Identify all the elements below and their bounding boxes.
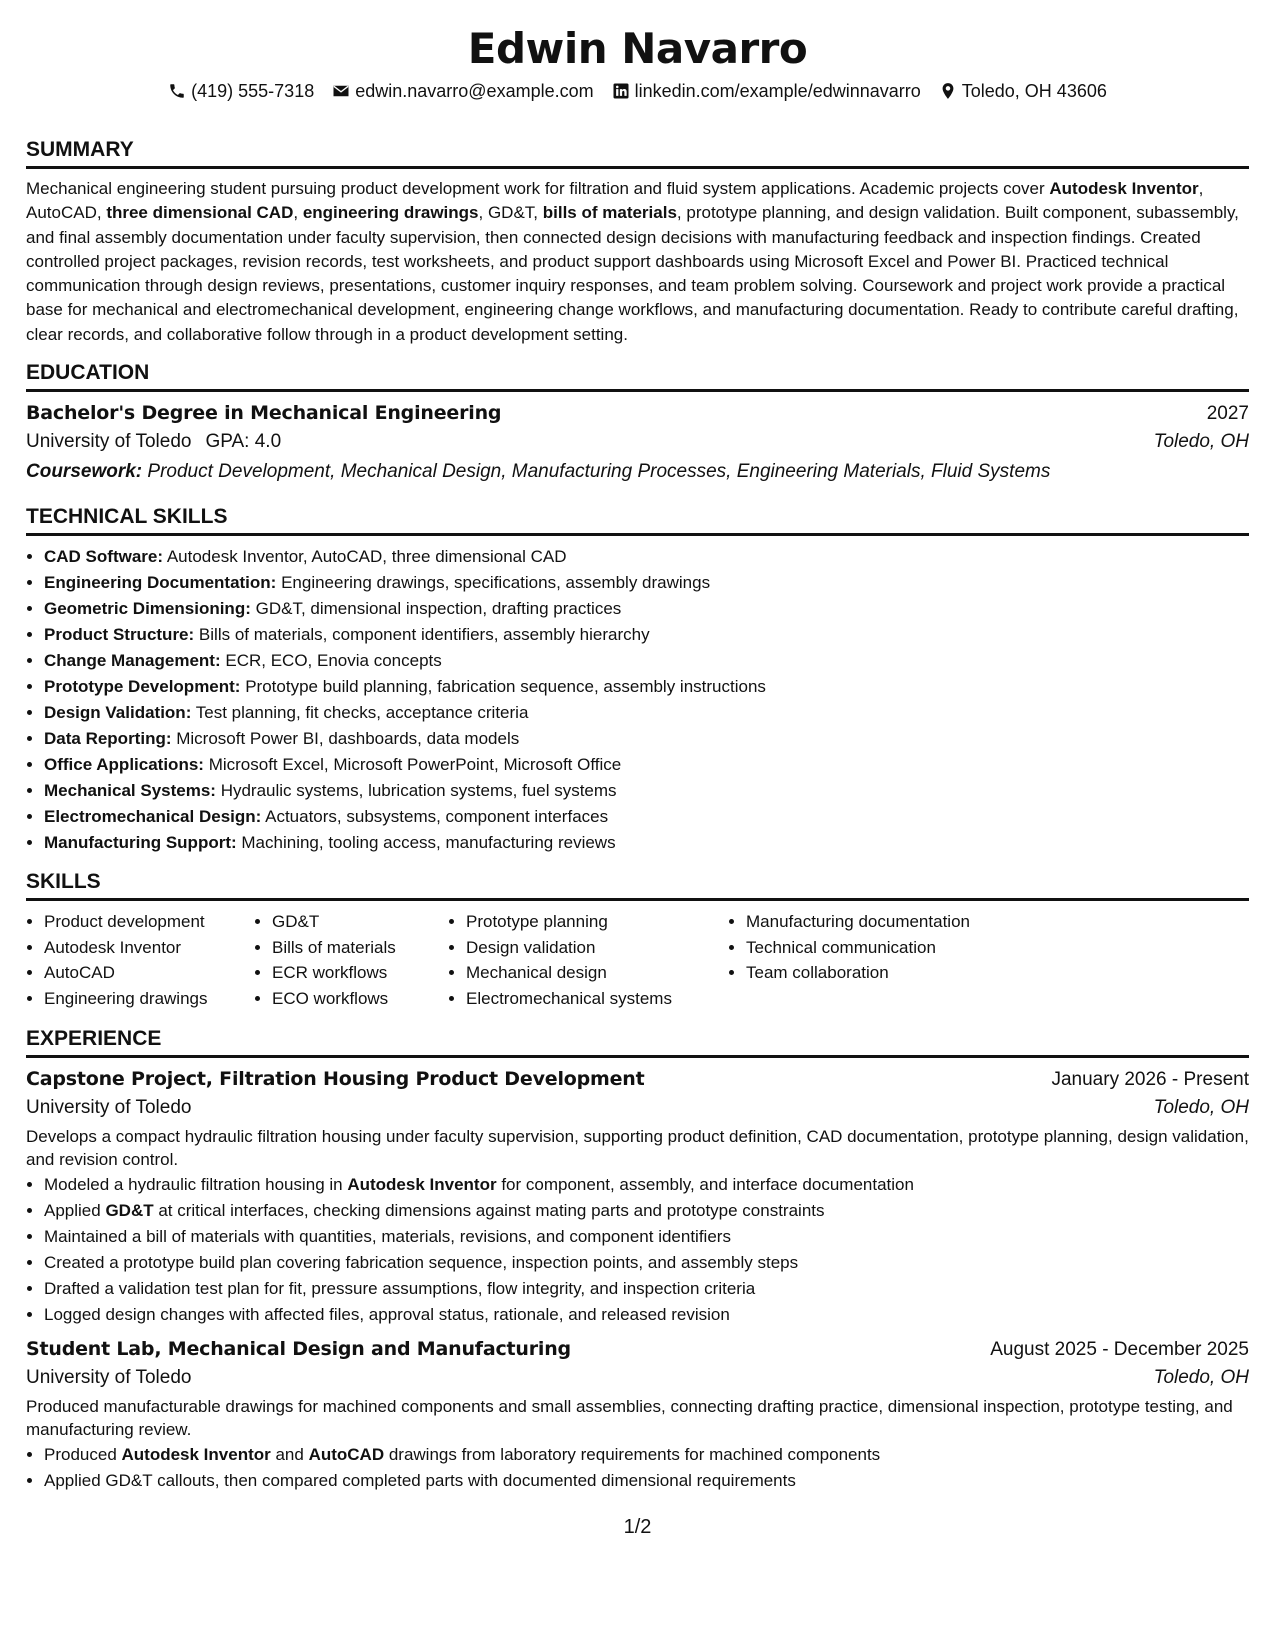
skill-item: • ECO workflows xyxy=(272,986,448,1012)
skill-category-label: Mechanical Systems: xyxy=(44,781,216,801)
experience-section xyxy=(26,1026,1249,1494)
experience-bullet xyxy=(44,1172,1249,1198)
text-segment: Produced xyxy=(44,1444,122,1464)
contact-email xyxy=(332,79,593,103)
skill-category-label: Data Reporting: xyxy=(44,729,172,749)
skill-item: • Electromechanical systems xyxy=(466,986,728,1012)
coursework-label: Coursework: xyxy=(26,461,143,483)
skill-item: • Design validation xyxy=(466,935,728,961)
experience-bullet xyxy=(44,1250,1249,1276)
skill-category-label: CAD Software: xyxy=(44,547,164,567)
skill-category-values: Microsoft Excel, Microsoft PowerPoint, Microsoft Office xyxy=(208,755,622,775)
skill-item: • Autodesk Inventor xyxy=(44,935,254,961)
experience-bullet xyxy=(44,1442,1249,1468)
text-segment: , xyxy=(293,203,303,223)
contact-linkedin xyxy=(612,79,921,103)
map-pin-icon xyxy=(939,82,957,100)
text-segment: Mechanical engineering student pursuing product development work for filtration and fluid system applications. Academic projects cover xyxy=(26,179,1050,198)
skill-category-values: Autodesk Inventor, AutoCAD, three dimensional CAD xyxy=(166,547,567,567)
skill-category-values: ECR, ECO, Enovia concepts xyxy=(225,651,442,671)
skill-category-label: Office Applications: xyxy=(44,755,204,775)
skill-item: • GD&T xyxy=(272,909,448,935)
summary-text xyxy=(26,177,1249,347)
experience-dates: August 2025 - December 2025 xyxy=(990,1338,1249,1360)
bold-phrase: engineering drawings xyxy=(302,203,479,223)
experience-title-row xyxy=(26,1336,1249,1363)
text-segment: Modeled a hydraulic filtration housing in xyxy=(44,1174,348,1194)
skill-category-values: Prototype build planning, fabrication sequence, assembly instructions xyxy=(245,677,766,697)
linkedin-link[interactable]: linkedin.com/example/edwinnavarro xyxy=(634,81,921,101)
contact-phone xyxy=(168,79,314,103)
skills-column xyxy=(26,909,254,1012)
experience-heading: EXPERIENCE xyxy=(26,1026,1249,1058)
school-name: University of Toledo xyxy=(26,431,192,453)
bold-phrase: Autodesk Inventor xyxy=(1049,179,1199,198)
skills-heading: SKILLS xyxy=(26,869,1249,901)
school-line xyxy=(26,427,281,457)
experience-bullet xyxy=(44,1468,1249,1494)
skill-item: • Technical communication xyxy=(746,935,1046,961)
skills-column xyxy=(448,909,728,1012)
skill-category-values: Hydraulic systems, lubrication systems, fuel systems xyxy=(220,781,617,801)
experience-bullet xyxy=(44,1276,1249,1302)
skills-column xyxy=(254,909,448,1012)
envelope-icon xyxy=(332,82,350,100)
skill-category-values: Test planning, fit checks, acceptance criteria xyxy=(195,703,529,723)
resume-page xyxy=(26,0,1249,1494)
technical-skill-item xyxy=(44,648,1249,674)
text-segment: , GD&T, xyxy=(478,203,543,223)
bold-phrase: GD&T xyxy=(105,1200,154,1220)
bold-phrase: Autodesk Inventor xyxy=(347,1174,497,1194)
experience-bullet xyxy=(44,1198,1249,1224)
technical-skill-item xyxy=(44,570,1249,596)
technical-skill-item xyxy=(44,830,1249,856)
experience-organization: University of Toledo xyxy=(26,1096,192,1118)
text-segment: Maintained a bill of materials with quantities, materials, revisions, and component identifiers xyxy=(44,1226,731,1246)
experience-entries xyxy=(26,1066,1249,1494)
skills-section xyxy=(26,869,1249,1012)
text-segment: Logged design changes with affected files, approval status, rationale, and released revision xyxy=(44,1304,730,1324)
technical-skill-item xyxy=(44,674,1249,700)
experience-title: Capstone Project, Filtration Housing Product Development xyxy=(26,1067,645,1090)
text-segment: , AutoCAD, xyxy=(26,179,1204,223)
education-heading: EDUCATION xyxy=(26,360,1249,392)
text-segment: Applied xyxy=(44,1200,106,1220)
experience-description: Develops a compact hydraulic filtration housing under faculty supervision, supporting product definition, CAD documentation, prototype planning, design validation, and revision control. xyxy=(26,1126,1249,1170)
experience-org-row xyxy=(26,1093,1249,1123)
skill-item: • AutoCAD xyxy=(44,960,254,986)
experience-title-row xyxy=(26,1066,1249,1093)
experience-org-row xyxy=(26,1363,1249,1393)
skill-category-label: Geometric Dimensioning: xyxy=(44,599,251,619)
skill-category-values: Engineering drawings, specifications, assembly drawings xyxy=(281,573,711,593)
technical-skill-item xyxy=(44,804,1249,830)
text-segment: Drafted a validation test plan for fit, pressure assumptions, flow integrity, and inspection criteria xyxy=(44,1278,756,1298)
education-section xyxy=(26,360,1249,487)
experience-entry xyxy=(26,1336,1249,1494)
text-segment: drawings from laboratory requirements for machined components xyxy=(384,1444,881,1464)
coursework xyxy=(26,457,1249,487)
skill-item: • Product development xyxy=(44,909,254,935)
skills-grid xyxy=(26,909,1249,1012)
skill-item: • Mechanical design xyxy=(466,960,728,986)
skill-category-label: Design Validation: xyxy=(44,703,192,723)
skill-category-values: Machining, tooling access, manufacturing reviews xyxy=(241,833,616,853)
skill-item: • Engineering drawings xyxy=(44,986,254,1012)
technical-skill-item xyxy=(44,778,1249,804)
technical-skill-item xyxy=(44,622,1249,648)
coursework-list: Product Development, Mechanical Design, Manufacturing Processes, Engineering Materials, Fluid Systems xyxy=(147,461,1051,483)
skill-item: • Team collaboration xyxy=(746,960,1046,986)
skill-category-label: Change Management: xyxy=(44,651,221,671)
education-degree-row xyxy=(26,400,1249,427)
experience-bullets xyxy=(26,1442,1249,1494)
text-segment: for component, assembly, and interface documentation xyxy=(496,1174,914,1194)
skill-category-label: Electromechanical Design: xyxy=(44,807,262,827)
experience-bullet xyxy=(44,1302,1249,1328)
linkedin-icon xyxy=(612,82,630,100)
text-segment: at critical interfaces, checking dimensions against mating parts and prototype constraints xyxy=(153,1200,825,1220)
experience-description: Produced manufacturable drawings for machined components and small assemblies, connecting drafting practice, dimensional inspection, prototype testing, and manufacturing review. xyxy=(26,1396,1233,1440)
school-location: Toledo, OH xyxy=(1153,431,1249,453)
page-number: 1/2 xyxy=(623,1516,652,1538)
experience-bullets xyxy=(26,1172,1249,1328)
skill-category-values: Bills of materials, component identifiers, assembly hierarchy xyxy=(198,625,650,645)
gpa: GPA: 4.0 xyxy=(205,431,282,453)
text-segment: Applied GD&T callouts, then compared completed parts with documented dimensional requirements xyxy=(44,1470,796,1490)
email-link[interactable]: edwin.navarro@example.com xyxy=(355,81,594,101)
skill-item: • Manufacturing documentation xyxy=(746,909,1046,935)
skills-column xyxy=(728,909,1046,1012)
bold-phrase: bills of materials xyxy=(542,203,677,223)
technical-skills-list xyxy=(26,544,1249,856)
contact-location xyxy=(939,79,1107,103)
technical-skill-item xyxy=(44,700,1249,726)
graduation-year: 2027 xyxy=(1206,403,1249,425)
technical-skills-heading: TECHNICAL SKILLS xyxy=(26,504,1249,536)
skill-category-label: Engineering Documentation: xyxy=(44,573,277,593)
candidate-name: Edwin Navarro xyxy=(467,24,808,73)
skill-item: • ECR workflows xyxy=(272,960,448,986)
text-segment: Created a prototype build plan covering fabrication sequence, inspection points, and assembly steps xyxy=(44,1252,799,1272)
text-segment: and xyxy=(270,1444,309,1464)
skill-item: • Bills of materials xyxy=(272,935,448,961)
experience-bullet xyxy=(44,1224,1249,1250)
experience-location: Toledo, OH xyxy=(1153,1366,1249,1388)
location-text: Toledo, OH 43606 xyxy=(961,81,1107,101)
skill-category-values: GD&T, dimensional inspection, drafting practices xyxy=(255,599,622,619)
technical-skill-item xyxy=(44,544,1249,570)
experience-entry xyxy=(26,1066,1249,1328)
technical-skill-item xyxy=(44,726,1249,752)
summary-heading: SUMMARY xyxy=(26,137,1249,169)
skill-category-label: Manufacturing Support: xyxy=(44,833,237,853)
bold-phrase: three dimensional CAD xyxy=(106,203,294,223)
degree-name: Bachelor's Degree in Mechanical Engineering xyxy=(26,402,502,425)
experience-location: Toledo, OH xyxy=(1153,1096,1249,1118)
experience-title: Student Lab, Mechanical Design and Manufacturing xyxy=(26,1337,571,1360)
experience-organization: University of Toledo xyxy=(26,1366,192,1388)
skill-category-values: Actuators, subsystems, component interfaces xyxy=(265,807,609,827)
phone-text: (419) 555-7318 xyxy=(191,81,315,101)
summary-section xyxy=(26,137,1249,347)
experience-dates: January 2026 - Present xyxy=(1051,1068,1249,1090)
skill-category-label: Prototype Development: xyxy=(44,677,241,697)
skill-category-label: Product Structure: xyxy=(44,625,195,645)
technical-skill-item xyxy=(44,752,1249,778)
technical-skills-section xyxy=(26,504,1249,856)
text-segment: , prototype planning, and design validation. Built component, subassembly, and final assembly documentation under faculty supervision, then connected design decisions with manufacturing feedback and inspection findings. Created controlled project packages, revision records, test worksheets, and product support dashboards using Microsoft Excel and Power BI. Practiced technical communication through design reviews, presentations, customer inquiry responses, and team problem solving. Coursework and project work provide a practical base for mechanical and electromechanical development, engineering change workflows, and manufacturing documentation. Ready to contribute careful drafting, clear records, and collaborative follow through in a product development setting. xyxy=(26,203,1239,344)
contact-bar xyxy=(26,79,1249,103)
bold-phrase: Autodesk Inventor xyxy=(121,1444,271,1464)
technical-skill-item xyxy=(44,596,1249,622)
phone-icon xyxy=(168,82,186,100)
skill-item: • Prototype planning xyxy=(466,909,728,935)
skill-category-values: Microsoft Power BI, dashboards, data models xyxy=(176,729,520,749)
bold-phrase: AutoCAD xyxy=(308,1444,385,1464)
education-school-row xyxy=(26,427,1249,457)
